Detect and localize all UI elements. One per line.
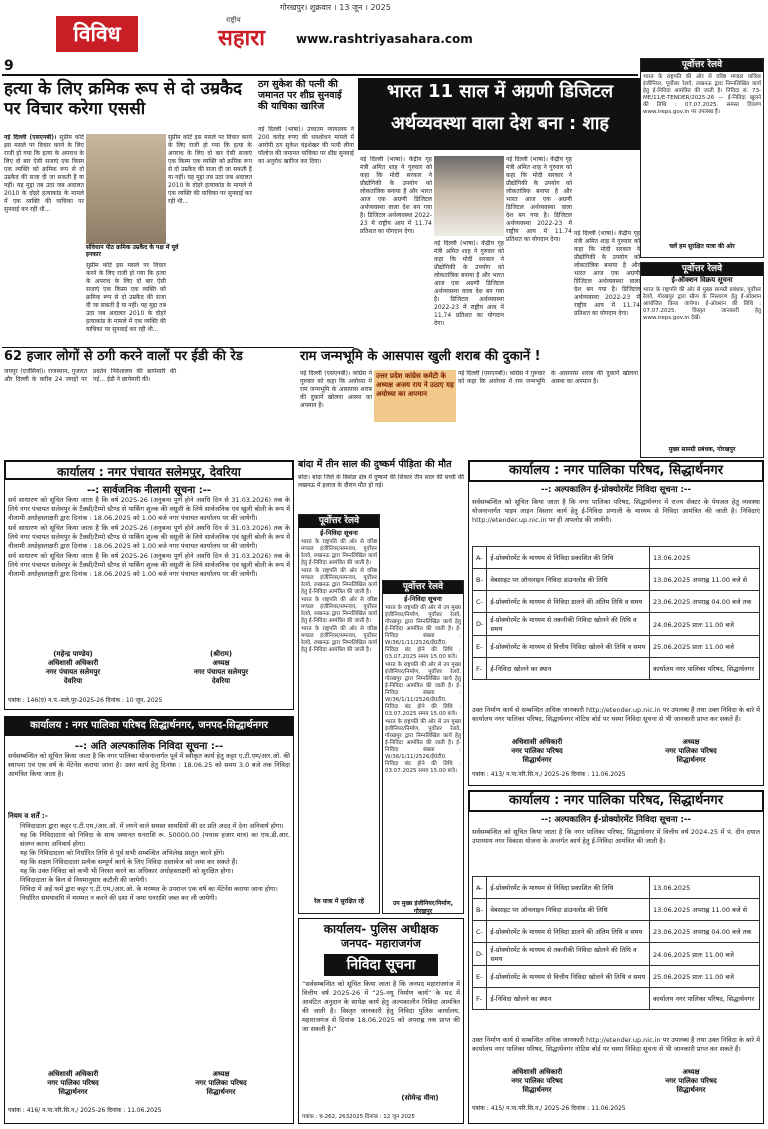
signature-right — [156, 1070, 286, 1097]
rule-item: 5. यह कि उक्त निविदा को कभी भी निरस्त करने का अधिकार अधोहस्ताक्षरी को सुरक्षित होगा। — [20, 867, 290, 876]
story-headline: 62 हजार लोगों से ठगी करने वालों पर ईडी की रेड — [4, 349, 243, 364]
ad-body — [383, 603, 463, 899]
story-body-col2 — [506, 156, 572, 346]
notice-outro: उक्त निर्माण कार्य से सम्बन्धित अधिक जानकारी http://etender.up.nic.in पर उपलब्ध है तथा उक्त निविदा के बारे में कार्यालय नगर पालिका परिषद, सिद्धार्थनगर नोटिस बोर्ड पर चस्पा निविदा सूचना से भी जानकारी प्राप्त कर सकते हैं। — [472, 706, 760, 723]
story-headline: ठग सुकेश की पत्नी की जमानत पर शीघ्र सुनवाई की याचिका खारिज — [258, 79, 342, 112]
newspaper-logo — [218, 16, 265, 52]
story-body — [298, 474, 464, 510]
logo-text: सहारा — [218, 25, 265, 50]
story-body — [300, 370, 372, 456]
story-text: सुप्रीम कोर्ट इस मसले पर विचार करने के लिए राजी हो गया कि हत्या के अपराध के लिए दो बार ऐसी सजाएं एक किस्म एक व्यक्ति को क्रमिक रूप से दो उम्रकैद की सजा दी जा सकती है या नहीं। यह मुद्दा तब उठा जब अदालत 2010 के दोहरे हत्याकांड के मामले में एक व्यक्ति की याचिका पर सुनवाई कर रही थी... — [86, 262, 166, 333]
rule-item: 7. निविदा में अर्ह फर्म द्वारा कट्टर ए.टी.एम./आर.ओ. के मरम्मत के उपरान्त एक वर्ष का मेंटेनेंस कराया जाना होगा। — [20, 885, 290, 894]
pull-quote: उत्तर प्रदेश कांग्रेस कमेटी के अध्यक्ष अजय राय ने उठाए यह अयोध्या का अपमान — [374, 370, 456, 422]
notice-text: सर्वसम्बन्धित को सूचित किया जाता है कि नगर पालिका योजनान्तर्गत पूर्व में स्वीकृत कार्य हेतु कट्टर ए.टी.एम/आर.ओ. की स्थापना एवं एक वर्ष के मेंटेनेंस कराया जाना है। उक्त कार्य हेतु दिनांक : 18.06.25 को समय 3.0 बजे तक निविदा आमंत्रित किया जाता है। — [8, 752, 290, 778]
signatory-office: नगर पालिका परिषद — [511, 747, 563, 755]
rule-item: 2. यह कि निविदादाता को निविदा के साथ जमानत धनराशि रू. 50000.00 (पचास हजार मात्र) का एफ.डी.आर. संलग्न करना अनिवार्य होगा। — [20, 831, 290, 849]
story-body-col3 — [86, 262, 166, 346]
signatory-district: सिद्धार्थनगर — [206, 1088, 236, 1096]
notice-text: सर्व साधारण को सूचित किया जाता है कि वर्ष 2025-26 (अनुबन्ध पूर्ण होने अवधि दिन से 31.03.2026) तक के लिये नगर पंचायत सलेमपुर के टैक्सी/टैम्पो स्टैण्ड से पार्किंग शुल्क की वसूली के लिये सार्वजनिक एवं खुली बोली के रूप में नीलामी अधोहस्ताक्षरी द्वारा दिनांक : 18.06.2025 को 1.00 बजे नगर पंचायत कार्यालय पर की जायेगी। — [8, 496, 290, 522]
story-text: जयपुर (एजेंसियां)। राजस्थान, गुजरात और दिल्ली के करीब 24 जगहों पर प्रवर्तन निदेशालय की छापेमारी की गई... ईडी ने छापेमारी की। — [4, 368, 176, 383]
table-row — [473, 943, 760, 966]
rule-item: 6. निविदादाता के बिल से नियमानुसार कटौती की जायेगी। — [20, 876, 290, 885]
signatory-district: देवरिया — [211, 677, 231, 685]
signatory-district: सिद्धार्थनगर — [522, 1086, 552, 1094]
notice-subtitle: --: अल्पकालिन ई-प्रोक्योरमेंट निविदा सूचना :-- — [541, 815, 691, 825]
story-body-col3 — [434, 240, 504, 346]
story-headline-2: अर्थव्यवस्था वाला देश बना : शाह — [391, 113, 609, 134]
row-label: वेबसाइट पर ऑनलाइन निविदा डाउनलोड की तिथि — [487, 899, 650, 921]
railway-ad — [640, 58, 764, 258]
row-value: 13.06.2025 — [650, 547, 760, 569]
signatory-role: अध्यक्ष — [212, 1070, 230, 1078]
signatory-role: अधिशासी अधिकारी — [511, 738, 563, 746]
signatory-role: अधिशासी अधिकारी — [47, 1070, 99, 1078]
row-value: 23.06.2025 अपराह्न 04.00 बजे तक — [650, 921, 760, 943]
notice-title: कार्यालय- पुलिस अधीक्षक — [323, 922, 439, 936]
signatory-role: अध्यक्ष — [682, 738, 700, 746]
divider — [2, 347, 354, 348]
row-label: ई-प्रोक्योरमेंट के माध्यम से निविदा डालने की अंतिम तिथि व समय — [487, 921, 650, 943]
signatory-office: नगर पालिका परिषद — [665, 1077, 717, 1085]
row-label: ई-प्रोक्योरमेंट के माध्यम से तकनीकी निविदा खोलने की तिथि व समय — [487, 943, 650, 966]
signatory-district: सिद्धार्थनगर — [522, 756, 552, 764]
signatory-district: देवरिया — [63, 677, 83, 685]
notice-body — [8, 496, 290, 646]
signatory-district: सिद्धार्थनगर — [676, 1086, 706, 1094]
page-number: 9 — [4, 58, 14, 74]
table-row — [473, 899, 760, 921]
rules-list — [20, 822, 290, 1062]
rule-item: 3. यह कि निविदादाता को निर्धारित तिथि से पूर्व सभी सम्बन्धित अभिलेख प्रस्तुत करने होंगे। — [20, 849, 290, 858]
rule-item: 4. यह कि सक्षम निविदादाता प्रत्येक सम्पूर्ण कार्य के लिए निविदा दस्तावेज को जमा कर सकते हैं। — [20, 858, 290, 867]
ad-body: भारत के राष्ट्रपति की ओर से मुख्य सामग्री प्रबंधक, पूर्वोत्तर रेलवे, गोरखपुर द्वारा स्क्रैप के निस्तारण हेतु ई-ऑक्शन आयोजित किया जायेगा। ई-ऑक्शन की तिथि : 07.07.2025. विस्तृत जानकारी हेतु www.ireps.gov.in देखें। — [643, 287, 761, 321]
row-value: कार्यालय नगर पालिका परिषद, सिद्धार्थनगर — [650, 658, 760, 680]
ad-text: भारत के राष्ट्रपति की ओर से उप मुख्य इंजीनियर/निर्माण, पूर्वोत्तर रेलवे, गोरखपुर द्वारा निम्नलिखित कार्य हेतु ई-निविदा आमंत्रित की जाती है। ई-निविदा संख्या : W/36/1/11/2526/ई0टी0. निविदा बंद होने की तिथि : 03.07.2025 समय 15.00 बजे। — [385, 719, 461, 774]
notice-subtitle: --: अल्पकालिन ई-प्रोक्योरमेंट निविदा सूचना :-- — [541, 485, 691, 495]
rule-item: 1. निविदादाता द्वारा कट्टर ए.टी.एम./आर.ओ. में लगने वाले समस्त सामग्रियों की दर प्रति अदद में देना अनिवार्य होगा। — [20, 822, 290, 831]
byline: नई दिल्ली (एसएनबी)। — [4, 134, 57, 141]
section-tag: विविध — [56, 16, 138, 52]
railway-ad — [298, 514, 380, 914]
row-label: ई-प्रोक्योरमेंट के माध्यम से वित्तीय निविदा खोलने की तिथि व समय — [487, 636, 650, 658]
logo-subtext: राष्ट्रीय — [226, 16, 241, 24]
notice-subtitle: निविदा सूचना — [324, 954, 438, 976]
signatory-role: अध्यक्ष — [682, 1068, 700, 1076]
table-row — [473, 658, 760, 680]
signature-left — [472, 738, 602, 765]
ad-text: भारत के राष्ट्रपति की ओर से वरिष्ठ मण्डल इंजीनियर/समन्वय, पूर्वोत्तर रेलवे, लखनऊ द्वारा निम्नलिखित कार्य हेतु ई-निविदा आमंत्रित की जाती है। — [301, 568, 377, 595]
row-label: ई-प्रोक्योरमेंट के माध्यम से तकनीकी निविदा खोलने की तिथि व समय — [487, 613, 650, 636]
story-text: नई दिल्ली (भाषा)। केंद्रीय गृह मंत्री अमित शाह ने गुरुवार को कहा कि मोदी सरकार ने प्रौद्योगिकी के उपयोग को लोकतांत्रिक बनाया है और भारत आज एक अग्रणी डिजिटल अर्थव्यवस्था वाला देश बन गया है। डिजिटल अर्थव्यवस्था 2022-23 में राष्ट्रीय आय में 11.74 प्रतिशत का योगदान देगा। — [506, 156, 572, 243]
row-key: D- — [473, 943, 487, 966]
ad-footer: मुख्य सामग्री प्रबंधक, गोरखपुर — [668, 446, 736, 453]
notice-ref: पत्रांक : 415/ न.पा.परि.सि.न./ 2025-26 दिनांक : 11.06.2025 — [472, 1105, 626, 1112]
story-text: नई दिल्ली (भाषा)। उच्चतम न्यायालय ने 200 करोड़ रुपए की धनशोधन मामले में आरोपी ठग सुकेश चंद्रशेखर की पत्नी लीना पॉलोज की जमानत याचिका पर शीघ्र सुनवाई का अनुरोध खारिज कर दिया। — [258, 126, 354, 165]
row-label: ई-प्रोक्योरमेंट के माध्यम से निविदा प्रकाशित की तिथि — [487, 547, 650, 569]
row-key: F- — [473, 658, 487, 680]
railway-ad — [382, 580, 464, 914]
ad-subtitle: ई-निविदा सूचना — [320, 529, 358, 537]
notice-ref: पत्रांक : 413/ न.पा.परि.सि.न./ 2025-26 दिनांक : 11.06.2025 — [472, 771, 626, 778]
supreme-court-photo — [86, 134, 166, 244]
row-label: ई-प्रोक्योरमेंट के माध्यम से वित्तीय निविदा खोलने की तिथि व समय — [487, 966, 650, 988]
notice-title: कार्यालय : नगर पालिका परिषद, सिद्धार्थनगर — [468, 790, 764, 812]
table-row — [473, 636, 760, 658]
signatory-role: अध्यक्ष — [212, 659, 230, 667]
row-value: कार्यालय नगर पालिका परिषद, सिद्धार्थनगर — [650, 988, 760, 1010]
notice-body — [302, 980, 460, 1090]
website-link[interactable]: www.rashtriyasahara.com — [296, 32, 473, 46]
story-text: सुप्रीम कोर्ट इस मसले पर विचार करने के लिए राजी हो गया कि हत्या के अपराध के लिए दो बार ऐसी सजाएं एक किस्म एक व्यक्ति को क्रमिक रूप से दो उम्रकैद की सजा दी जा सकती है या नहीं। यह मुद्दा तब उठा जब अदालत 2010 के दोहरे हत्याकांड के मामले में एक व्यक्ति की याचिका पर सुनवाई कर रही थी... — [4, 134, 84, 213]
notice-title: कार्यालय : नगर पालिका परिषद सिद्धार्थनगर, जनपद-सिद्धार्थनगर — [4, 716, 294, 736]
story-headline: हत्या के लिए क्रमिक रूप से दो उम्रकैद पर विचार करेगा एससी — [4, 79, 243, 119]
table-row — [473, 591, 760, 613]
notice-body — [8, 752, 290, 812]
notice-subtitle: --: अति अल्पकालिक निविदा सूचना :-- — [74, 741, 224, 752]
photo-caption: संविधान पीठ क्रमिक उम्रकैद के पक्ष में पूर्व इनकार — [86, 244, 179, 258]
amit-shah-photo — [434, 156, 504, 236]
row-value: 25.06.2025 प्रातः 11.00 बजे — [650, 636, 760, 658]
railway-ad — [640, 262, 764, 458]
table-row — [473, 966, 760, 988]
row-key: E- — [473, 966, 487, 988]
signatory-name: (श्रीराम) — [209, 650, 233, 658]
story-body-col2 — [458, 370, 638, 456]
table-row — [473, 569, 760, 591]
masthead-rule — [2, 74, 638, 76]
ad-title: पूर्वोत्तर रेलवे — [299, 515, 379, 528]
ad-title: पूर्वोत्तर रेलवे — [641, 59, 763, 72]
notice-subtitle: --: सार्वजनिक नीलामी सूचना :-- — [86, 485, 211, 496]
signatory-office: नगर पंचायत सलेमपुर — [45, 668, 101, 676]
row-value: 24.06.2025 प्रातः 11.00 बजे — [650, 943, 760, 966]
row-key: C- — [473, 921, 487, 943]
notice-title-2: जनपद- महाराजगंज — [341, 937, 421, 950]
ad-text: भारत के राष्ट्रपति की ओर से वरिष्ठ मण्डल इंजीनियर/समन्वय, पूर्वोत्तर रेलवे, लखनऊ द्वारा निम्नलिखित कार्य हेतु ई-निविदा आमंत्रित की जाती है। — [301, 626, 377, 653]
story-headline: भारत 11 साल में अग्रणी डिजिटल — [386, 81, 614, 102]
ad-text: भारत के राष्ट्रपति की ओर से उप मुख्य इंजीनियर/निर्माण, पूर्वोत्तर रेलवे, गोरखपुर द्वारा निम्नलिखित कार्य हेतु ई-निविदा आमंत्रित की जाती है। ई-निविदा संख्या : W/36/1/11/2526/ई0टी0. निविदा बंद होने की तिथि : 03.07.2025 समय 15.00 बजे। — [385, 662, 461, 717]
signature-right — [626, 738, 756, 765]
ad-text: भारत के राष्ट्रपति की ओर से वरिष्ठ मण्डल इंजीनियर/समन्वय, पूर्वोत्तर रेलवे, लखनऊ द्वारा निम्नलिखित कार्य हेतु ई-निविदा आमंत्रित की जाती है। — [301, 539, 377, 566]
notice-intro: सर्वसम्बन्धित को सूचित किया जाता है कि नगर पालिका परिषद, सिद्धार्थनगर में वित्तीय वर्ष 2024-25 में पं. दीन दयाल उपाध्याय नगर विकास योजना के अन्तर्गत कार्य हेतु ई-निविदा आमंत्रित की जाती है। — [472, 828, 760, 845]
row-key: A- — [473, 547, 487, 569]
row-value: 24.06.2025 प्रातः 11.00 बजे — [650, 613, 760, 636]
rules-title: नियम व शर्तें :- — [8, 812, 48, 820]
row-value: 13.06.2025 अपराह्न 11.00 बजे से — [650, 899, 760, 921]
row-value: 13.06.2025 अपराह्न 11.00 बजे से — [650, 569, 760, 591]
row-key: E- — [473, 636, 487, 658]
story-headline: बांदा में तीन साल की दुष्कर्म पीड़िता की मौत — [298, 459, 452, 470]
notice-text: सर्व साधारण को सूचित किया जाता है कि वर्ष 2025-26 (अनुबन्ध पूर्ण होने अवधि दिन से 31.03.2026) तक के लिये नगर पंचायत सलेमपुर के टैक्सी/टैम्पो स्टैण्ड से पार्किंग शुल्क की वसूली के लिये सार्वजनिक एवं खुली बोली के रूप में नीलामी अधोहस्ताक्षरी द्वारा दिनांक : 18.06.2025 को 1.00 बजे नगर पंचायत कार्यालय पर की जायेगी। — [8, 552, 290, 578]
notice-ref: पत्रांक : 416/ न.पा.परि.सि.न./ 2025-26 दिनांक : 11.06.2025 — [8, 1107, 162, 1114]
schedule-table — [472, 876, 760, 1010]
row-value: 25.06.2025 प्रातः 11.00 बजे — [650, 966, 760, 988]
row-label: वेबसाइट पर ऑनलाइन निविदा डाउनलोड की तिथि — [487, 569, 650, 591]
ad-footer: उप मुख्य इंजीनियर/निर्माण, गोरखपुर — [392, 900, 454, 915]
notice-title: कार्यालय : नगर पालिका परिषद, सिद्धार्थनगर — [468, 460, 764, 482]
signatory-role: अधिशासी अधिकारी — [511, 1068, 563, 1076]
story-body-col2 — [168, 134, 252, 346]
story-text: नई दिल्ली (भाषा)। केंद्रीय गृह मंत्री अमित शाह ने गुरुवार को कहा कि मोदी सरकार ने प्रौद्योगिकी के उपयोग को लोकतांत्रिक बनाया है और भारत आज एक अग्रणी डिजिटल अर्थव्यवस्था वाला देश बन गया है। डिजिटल अर्थव्यवस्था 2022-23 में राष्ट्रीय आय में 11.74 प्रतिशत का योगदान देगा। — [360, 156, 432, 235]
signatory-district: सिद्धार्थनगर — [58, 1088, 88, 1096]
notice-intro: सर्वसम्बन्धित को सूचित किया जाता है कि नगर पालिका परिषद, सिद्धार्थनगर में राज्य सेक्टर के पेयजल हेतु व्यवस्था योजनान्तर्गत पाइप लाइन विस्तार कार्य हेतु ई-निविदा प्रणाली के माध्यम से निविदा आमंत्रित की जाती है। निविदाएं http://etender.up.nic.in पर ही अपलोड की जायेंगी। — [472, 498, 760, 524]
table-row — [473, 877, 760, 899]
ad-body — [299, 537, 379, 897]
notice-text: सर्व साधारण को सूचित किया जाता है कि वर्ष 2025-26 (अनुबन्ध पूर्ण होने अवधि दिन से 31.03.2026) तक के लिये नगर पंचायत सलेमपुर के टैक्सी/टैम्पो स्टैण्ड से पार्किंग शुल्क की वसूली के लिये सार्वजनिक एवं खुली बोली के रूप में नीलामी अधोहस्ताक्षरी द्वारा दिनांक : 18.06.2025 को 1.00 बजे नगर पंचायत कार्यालय पर की जायेगी। — [8, 524, 290, 550]
ad-title: पूर्वोत्तर रेलवे — [383, 581, 463, 594]
table-row — [473, 988, 760, 1010]
table-row — [473, 921, 760, 943]
story-text: सुप्रीम कोर्ट इस मसले पर विचार करने के लिए राजी हो गया कि हत्या के अपराध के लिए दो बार ऐसी सजाएं एक किस्म एक व्यक्ति को क्रमिक रूप से दो उम्रकैद की सजा दी जा सकती है या नहीं। यह मुद्दा तब उठा जब अदालत 2010 के दोहरे हत्याकांड के मामले में एक व्यक्ति की याचिका पर सुनवाई कर रही थी... — [168, 134, 252, 205]
signature-left — [472, 1068, 602, 1095]
story-text: नई दिल्ली (एसएनबी)। कांग्रेस ने गुरुवार को कहा कि अयोध्या में राम जन्मभूमि के आसपास शराब की दुकानें खोलना आस्था का अपमान है। — [300, 370, 372, 409]
ad-subtitle: ई-निविदा सूचना — [404, 595, 442, 603]
row-key: B- — [473, 569, 487, 591]
row-label: ई-निविदा खोलने का स्थान — [487, 658, 650, 680]
signature: (सोमेन्द्र मीना) — [401, 1094, 439, 1102]
notice-ref: पत्रांक : 146(ए) न.पं.-सले.पुर-2025-26 दिनांक : 10 जून, 2025 — [8, 697, 163, 704]
row-value: 13.06.2025 — [650, 877, 760, 899]
story-text: नई दिल्ली (भाषा)। केंद्रीय गृह मंत्री अमित शाह ने गुरुवार को कहा कि मोदी सरकार ने प्रौद्योगिकी के उपयोग को लोकतांत्रिक बनाया है और भारत आज एक अग्रणी डिजिटल अर्थव्यवस्था वाला देश बन गया है। डिजिटल अर्थव्यवस्था 2022-23 में राष्ट्रीय आय में 11.74 प्रतिशत का योगदान देगा। — [434, 240, 504, 327]
ad-subtitle: ई-ऑक्शन विक्रय सूचना — [671, 276, 733, 284]
table-row — [473, 613, 760, 636]
notice-outro: उक्त निर्माण कार्य से सम्बन्धित अधिक जानकारी http://etender.up.nic.in पर उपलब्ध है तथा उक्त निविदा के बारे में कार्यालय नगर पालिका परिषद, सिद्धार्थनगर नोटिस बोर्ड पर चस्पा निविदा सूचना से भी जानकारी प्राप्त कर सकते हैं। — [472, 1036, 760, 1053]
signatory-role: अधिशासी अधिकारी — [47, 659, 99, 667]
signature-left — [8, 650, 138, 686]
row-key: A- — [473, 877, 487, 899]
ad-title: पूर्वोत्तर रेलवे — [641, 263, 763, 276]
signatory-office: नगर पंचायत सलेमपुर — [193, 668, 249, 676]
notice-title: कार्यालय : नगर पंचायत सलेमपुर, देवरिया — [4, 460, 294, 480]
story-body-col4 — [574, 230, 640, 346]
row-label: ई-प्रोक्योरमेंट के माध्यम से निविदा प्रकाशित की तिथि — [487, 877, 650, 899]
row-key: F- — [473, 988, 487, 1010]
story-text: बांदा। बांदा जिले के बिसंडा क्षेत्र में दुष्कर्म की शिकार तीन साल की बच्ची की लखनऊ में इलाज के दौरान मौत हो गई। — [298, 474, 464, 489]
story-text: नई दिल्ली (भाषा)। केंद्रीय गृह मंत्री अमित शाह ने गुरुवार को कहा कि मोदी सरकार ने प्रौद्योगिकी के उपयोग को लोकतांत्रिक बनाया है और भारत आज एक अग्रणी डिजिटल अर्थव्यवस्था वाला देश बन गया है। डिजिटल अर्थव्यवस्था 2022-23 में राष्ट्रीय आय में 11.74 प्रतिशत का योगदान देगा। — [574, 230, 640, 317]
ad-footer: चलें हम सुरक्षित यात्रा की ओर — [669, 243, 735, 250]
notice-text: “सर्वसम्बन्धित को सूचित किया जाता है कि जनपद महाराजगंज में वित्तीय वर्ष 2025-26 में “25-नयू निर्माण कार्य” के मद में आवंटित अनुदान के सापेक्ष कार्य हेतु अल्पकालीन निविदा आमंत्रित की जाती है। विस्तृत जानकारी हेतु निविदा पुलिस कार्यालय, महाराजगंज से दिनांक 18.06.2025 को अपराह्न तक प्राप्त की जा सकती है।” — [302, 980, 460, 1033]
ad-footer: रेल यात्रा में सुरक्षित रहें — [314, 898, 364, 905]
row-key: D- — [473, 613, 487, 636]
ad-text: भारत के राष्ट्रपति की ओर से उप मुख्य इंजीनियर/निर्माण, पूर्वोत्तर रेलवे, गोरखपुर द्वारा निम्नलिखित कार्य हेतु ई-निविदा आमंत्रित की जाती है। ई-निविदा संख्या : W/36/1/11/2526/ई0टी0. निविदा बंद होने की तिथि : 03.07.2025 समय 15.00 बजे। — [385, 605, 461, 660]
row-value: 23.06.2025 अपराह्न 04.00 बजे तक — [650, 591, 760, 613]
signatory-office: नगर पालिका परिषद — [511, 1077, 563, 1085]
row-label: ई-प्रोक्योरमेंट के माध्यम से निविदा डालने की अंतिम तिथि व समय — [487, 591, 650, 613]
story-text: नई दिल्ली (एसएनबी)। कांग्रेस ने गुरुवार को कहा कि अयोध्या में राम जन्मभूमि के आसपास शराब की दुकानें खोलना आस्था का अपमान है। — [458, 370, 638, 385]
row-key: B- — [473, 899, 487, 921]
schedule-table — [472, 546, 760, 680]
signatory-office: नगर पालिका परिषद — [665, 747, 717, 755]
issue-date: गोरखपुर। शुक्रवार । 13 जून । 2025 — [280, 3, 391, 12]
story-body — [360, 156, 432, 346]
signatory-name: (महेन्द्र पाण्डेय) — [53, 650, 93, 658]
notice-ref: पत्रांक : च-262, 2632025 दिनांक : 12 जून 2025 — [302, 1114, 415, 1120]
story-headline: राम जन्मभूमि के आसपास खुली शराब की दुकानें ! — [300, 349, 541, 364]
row-label: ई-निविदा खोलने का स्थान — [487, 988, 650, 1010]
signatory-office: नगर पालिका परिषद — [47, 1079, 99, 1087]
signature-right — [626, 1068, 756, 1095]
row-key: C- — [473, 591, 487, 613]
signatory-district: सिद्धार्थनगर — [676, 756, 706, 764]
signature-left — [8, 1070, 138, 1097]
ad-body: भारत के राष्ट्रपति की ओर से वरिष्ठ मण्डल यांत्रिक इंजीनियर, पूर्वोत्तर रेलवे, लखनऊ द्वारा निम्नलिखित कार्य हेतु ई-निविदा आमंत्रित की जाती है। निविदा सं. 73-ME/11/E-TENDER/2025-26 — ई-निविदा खुलने की तिथि : 07.07.2025. समस्त विवरण www.ireps.gov.in पर उपलब्ध है। — [643, 74, 761, 115]
story-body — [258, 126, 354, 346]
table-row — [473, 547, 760, 569]
story-body — [4, 134, 84, 346]
rule-item: 8. निर्धारित समयावधि में मरम्मत न करने की दशा में जमा धनराशि जब्त कर ली जायेगी। — [20, 894, 290, 903]
signature-right — [156, 650, 286, 686]
signatory-office: नगर पालिका परिषद — [195, 1079, 247, 1087]
ad-text: भारत के राष्ट्रपति की ओर से वरिष्ठ मण्डल इंजीनियर/समन्वय, पूर्वोत्तर रेलवे, लखनऊ द्वारा निम्नलिखित कार्य हेतु ई-निविदा आमंत्रित की जाती है। — [301, 597, 377, 624]
